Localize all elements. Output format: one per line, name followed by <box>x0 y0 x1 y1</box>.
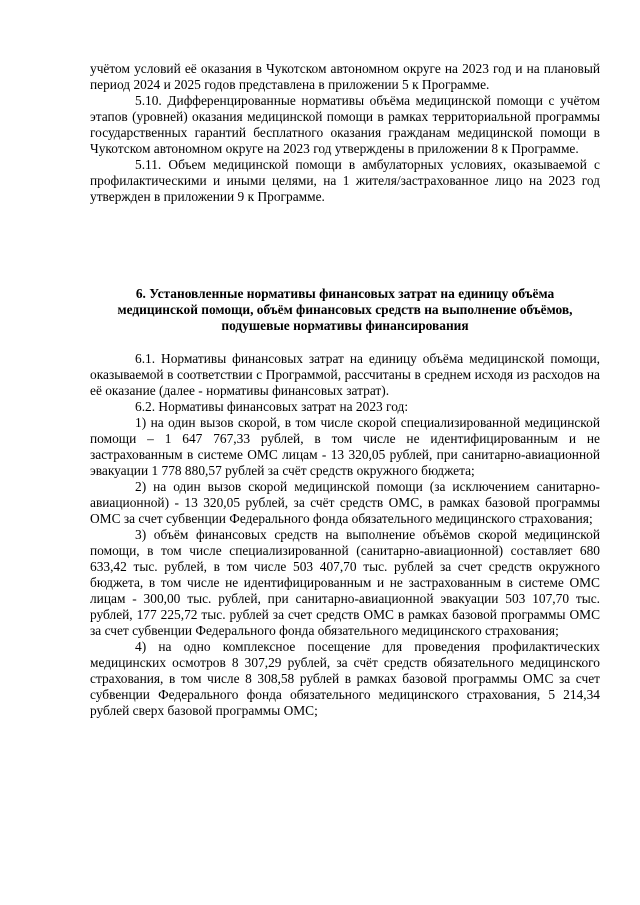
section-6-body <box>90 351 600 719</box>
section-6-heading-wrap <box>100 286 590 334</box>
paragraph-5-9-tail: учётом условий её оказания в Чукотском автономном округе на 2023 год и на плановый период 2024 и 2025 годов представлена в приложении 5 к Программе. <box>90 61 600 92</box>
paragraph-6-2-item-1: 1) на один вызов скорой, в том числе скорой специализированной медицинской помощи – 1 647 767,33 рублей, в том числе не идентифицированным и не застрахованным в системе ОМС лицам - 13 320,05 рублей, при санитарно-авиационной эвакуации 1 778 880,57 рублей за счёт средств окружного бюджета; <box>90 415 600 478</box>
paragraph-6-2: 6.2. Нормативы финансовых затрат на 2023 год: <box>135 399 409 414</box>
paragraph-6-1: 6.1. Нормативы финансовых затрат на единицу объёма медицинской помощи, оказываемой в соответствии с Программой, рассчитаны в среднем исходя из расходов на её оказание (далее - нормативы финансовых затрат). <box>90 351 600 398</box>
paragraph-6-2-item-4: 4) на одно комплексное посещение для проведения профилактических медицинских осмотров 8 307,29 рублей, за счёт средств обязательного медицинского страхования, в том числе 8 308,58 рублей в рамках базовой программы ОМС за счет субвенции Федерального фонда обязательного медицинского страхования, 5 214,34 рублей сверх базовой программы ОМС; <box>90 639 600 718</box>
paragraph-5-11: 5.11. Объем медицинской помощи в амбулаторных условиях, оказываемой с профилактическими и иными целями, на 1 жителя/застрахованное лицо на 2023 год утвержден в приложении 9 к Программе. <box>90 157 600 204</box>
paragraph-6-2-item-2: 2) на один вызов скорой медицинской помощи (за исключением санитарно-авиационной) - 13 320,05 рублей, за счёт средств ОМС, в рамках базовой программы ОМС за счет субвенции Федерального фонда обязательного медицинского страхования; <box>90 479 600 526</box>
paragraph-6-2-item-3: 3) объём финансовых средств на выполнение объёмов скорой медицинской помощи, в том числе специализированной (санитарно-авиационной) составляет 680 633,42 тыс. рублей, в том числе 503 407,70 тыс. рублей за счет средств окружного бюджета, в том числе не идентифицированным и не застрахованным в системе ОМС лицам - 300,00 тыс. рублей, при санитарно-авиационной эвакуации 503 107,70 тыс. рублей, 177 225,72 тыс. рублей за счет средств ОМС в рамках базовой программы ОМС за счет субвенции Федерального фонда обязательного медицинского страхования; <box>90 527 600 638</box>
paragraph-5-10: 5.10. Дифференцированные нормативы объёма медицинской помощи с учётом этапов (уровней) оказания медицинской помощи в рамках территориальной программы государственных гарантий бесплатного оказания гражданам медицинской помощи в Чукотском автономном округе на 2023 год утверждены в приложении 8 к Программе. <box>90 93 600 156</box>
section-5-tail <box>90 61 600 205</box>
section-6-heading: 6. Установленные нормативы финансовых затрат на единицу объёма медицинской помощи, объём финансовых средств на выполнение объёмов, подушевые нормативы финансирования <box>117 286 573 333</box>
